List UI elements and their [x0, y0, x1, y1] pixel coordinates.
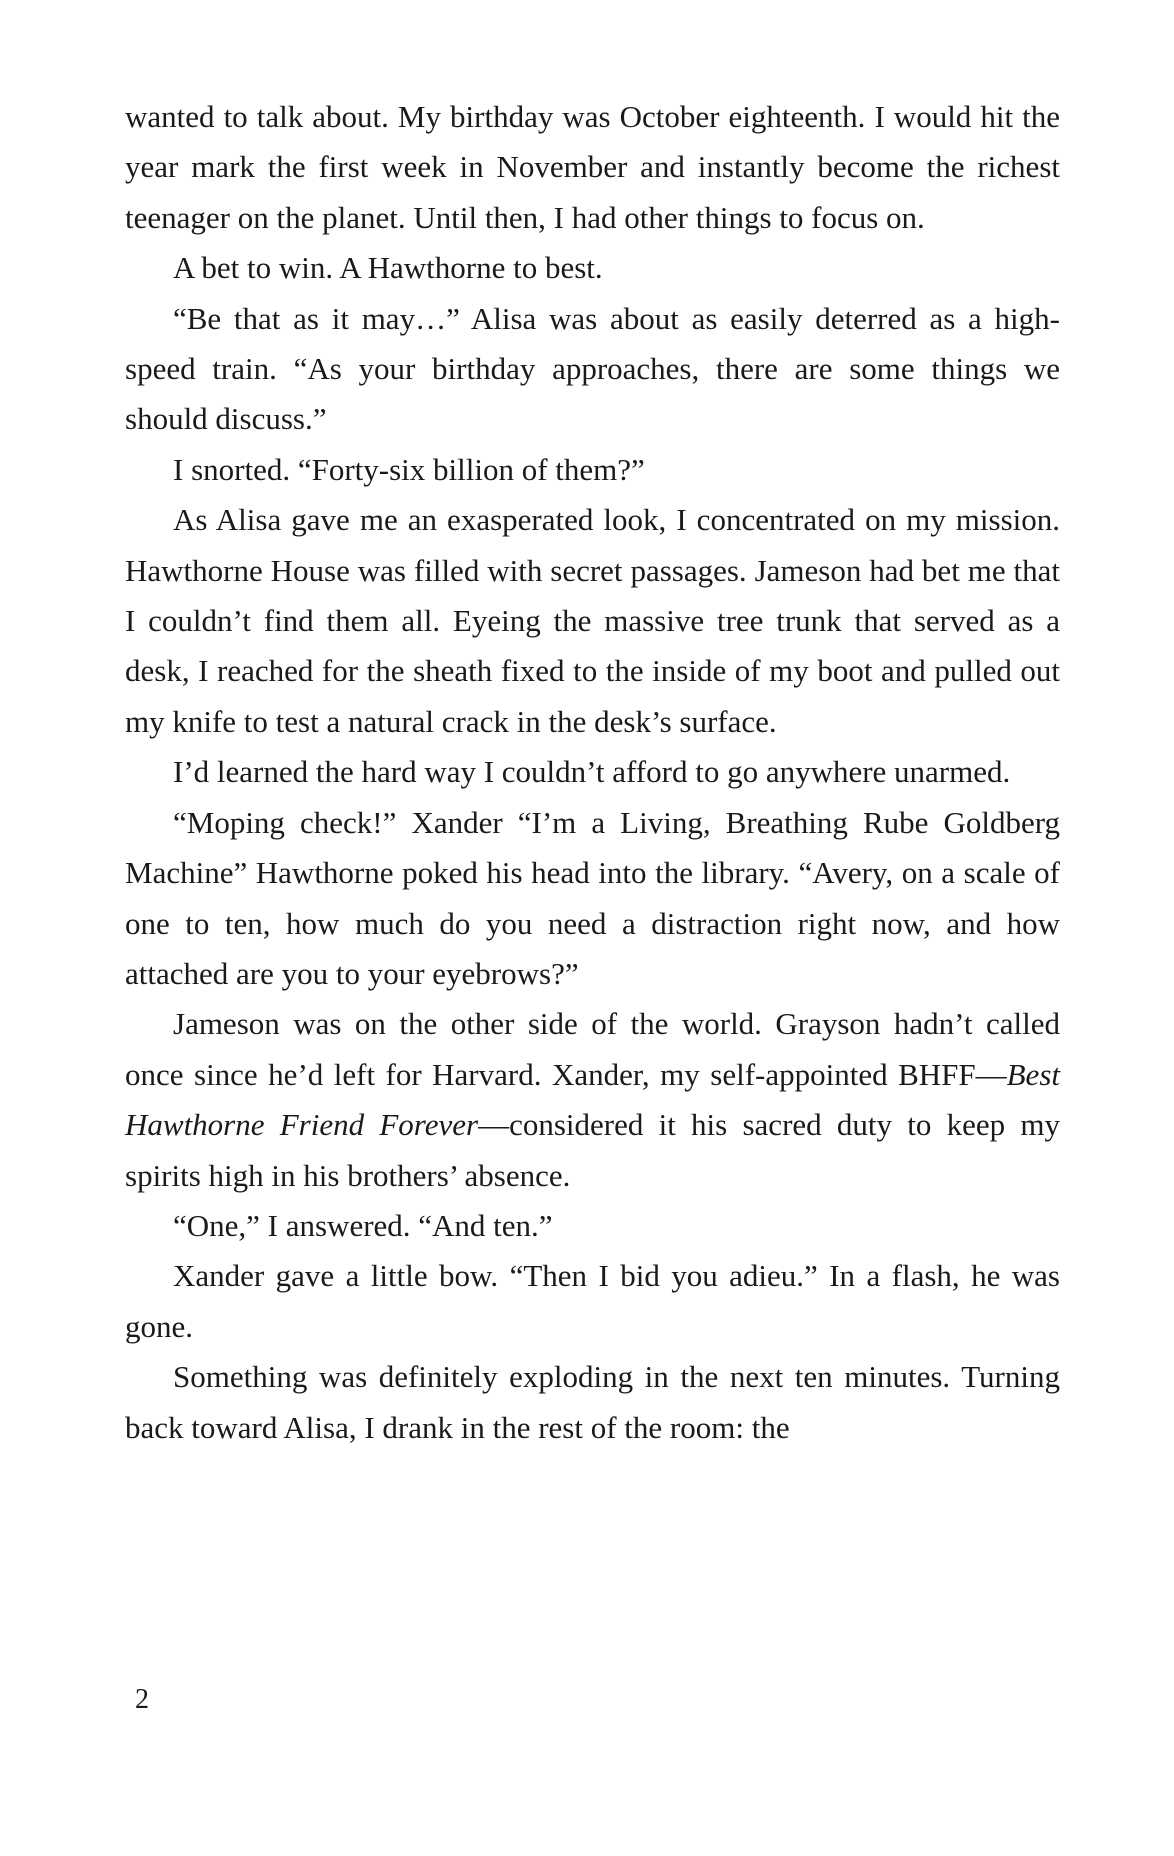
paragraph: I’d learned the hard way I couldn’t afford to go anywhere unarmed.: [173, 754, 1011, 790]
paragraph: “Moping check!” Xander “I’m a Living, Breathing Rube Goldberg Machine” Hawthorne poked his head into the library. “Avery, on a scale of one to ten, how much do you need a distraction right now, and how attached are you to your eyebrows?”: [125, 804, 1060, 991]
paragraph: I snorted. “Forty-six billion of them?”: [173, 451, 645, 487]
paragraph-bhff: [125, 999, 1060, 1201]
paragraph: As Alisa gave me an exasperated look, I concentrated on my mission. Hawthorne House was filled with secret passages. Jameson had bet me that I couldn’t find them all. Eyeing the massive tree trunk that served as a desk, I reached for the sheath fixed to the inside of my boot and pulled out my knife to test a natural crack in the desk’s surface.: [125, 502, 1060, 739]
paragraph: wanted to talk about. My birthday was October eighteenth. I would hit the year mark the first week in November and instantly become the richest teenager on the planet. Until then, I had other things to focus on.: [125, 99, 1060, 235]
paragraph: A bet to win. A Hawthorne to best.: [173, 250, 603, 286]
paragraph-text: —considered it his sacred duty to keep my spirits high in his brothers’ absence.: [125, 1107, 1060, 1193]
paragraph: Xander gave a little bow. “Then I bid you adieu.” In a flash, he was gone.: [125, 1258, 1060, 1344]
paragraph-text: Jameson was on the other side of the world. Grayson hadn’t called once since he’d left for Harvard. Xander, my self-appointed BHFF—: [125, 1006, 1060, 1092]
paragraph: “One,” I answered. “And ten.”: [173, 1207, 553, 1243]
body-text: [125, 92, 1060, 1453]
italic-phrase: Best Hawthorne Friend Forever: [125, 1056, 1060, 1143]
paragraph: “Be that as it may…” Alisa was about as easily deterred as a high-speed train. “As your birthday approaches, there are some things we should discuss.”: [125, 300, 1060, 437]
paragraph: Something was definitely exploding in the next ten minutes. Turning back toward Alisa, I drank in the rest of the room: the: [125, 1359, 1060, 1445]
page-number: 2: [135, 1684, 149, 1715]
